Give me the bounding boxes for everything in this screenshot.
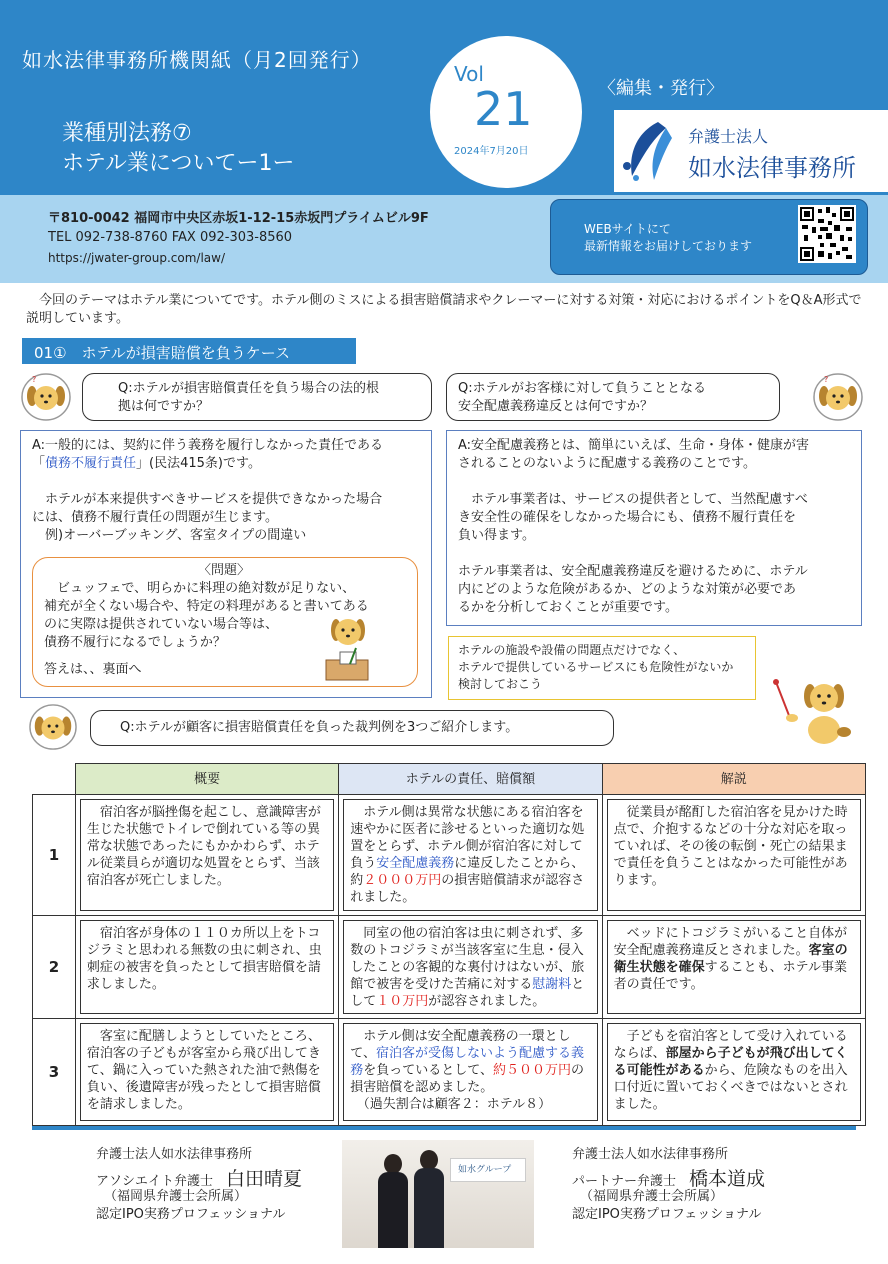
tip-line2: ホテルで提供しているサービスにも危険性がないか: [458, 660, 734, 674]
case-summary: 宿泊客が脳挫傷を起こし、意識障害が生じた状態でトイレで倒れている等の異常な状態であったにもかかわらず、ホテル従業員らが適切な処置をとらず、当該宿泊客が死亡しました。: [80, 799, 334, 911]
problem-title: 〈問題〉: [198, 563, 251, 578]
problem-answer-note: 答えは、、裏面へ: [44, 662, 142, 677]
case-liability-cell: [339, 795, 602, 916]
footer-left-firm: 弁護士法人如水法律事務所: [96, 1147, 253, 1162]
logo-text-line2: 如水法律事務所: [688, 154, 856, 182]
website-url[interactable]: https://jwater-group.com/law/: [48, 251, 225, 265]
tip-line3: 検討しておこう: [458, 677, 543, 691]
case-liability: ホテル側は異常な状態にある宿泊客を速やかに医者に診せるといった適切な処置をとらず、ホテル側が宿泊客に対して負う安全配慮義務に違反したことから、約２０００万円の損害賠償請求が認容されました。: [343, 799, 597, 911]
case-summary-cell: [75, 795, 338, 916]
postal-address: 〒810-0042 福岡市中央区赤坂1-12-15赤坂門プライムビル9F: [48, 211, 429, 226]
tip-line1: ホテルの施設や設備の問題点だけでなく、: [458, 643, 686, 657]
case-summary-cell: [75, 1019, 338, 1126]
problem-line3: のに実際は提供されていない場合等は、: [44, 617, 279, 632]
case-commentary-cell: [602, 916, 865, 1019]
case-commentary-cell: [602, 795, 865, 916]
section-heading: 01① ホテルが損害賠償を負うケース: [34, 344, 291, 362]
case-liability: 同室の他の宿泊客は虫に刺されず、多数のトコジラミが当該客室に生息・侵入したことの客観的な裏付けはないが、旅館で被害を受けた苦痛に対する慰謝料として１０万円が認容されました。: [343, 920, 597, 1014]
table-row: [33, 916, 866, 1019]
footer-right-role: パートナー弁護士 橋本道成: [572, 1168, 766, 1190]
dog-avatar-icon: [812, 372, 864, 422]
volume-label: Vol: [454, 62, 484, 86]
answer-line4: には、債務不履行責任の問題が生じます。: [32, 510, 278, 525]
case-commentary-cell: [602, 1019, 865, 1126]
answer-line4: き安全性の確保をしなかった場合にも、債務不履行責任を: [458, 510, 797, 525]
footer-left-cert: 認定IPO実務プロフェッショナル: [96, 1207, 286, 1222]
footer-right-assoc: （福岡県弁護士会所属）: [580, 1189, 724, 1204]
answer-line5: 負い得ます。: [458, 528, 535, 543]
website-info-line1: WEBサイトにて: [584, 222, 671, 236]
footer-right-cert: 認定IPO実務プロフェッショナル: [572, 1207, 762, 1222]
website-info-line2: 最新情報をお届けしております: [584, 239, 753, 253]
dog-pointer-icon: [770, 676, 860, 748]
lawyer-name: 白田晴夏: [226, 1168, 303, 1190]
answer-line3: ホテルが本来提供すべきサービスを提供できなかった場合: [32, 492, 383, 507]
case-number: 1: [33, 795, 76, 916]
footer-left-role: アソシエイト弁護士 白田晴夏: [96, 1168, 303, 1190]
case-summary: 客室に配膳しようとしていたところ、宿泊客の子どもが客室から飛び出してきて、鍋に入っていた熱された油で熱傷を負い、後遺障害が残ったとして損害賠償を請求しました。: [80, 1023, 334, 1121]
footer-divider: [32, 1126, 856, 1130]
lawyers-photo: [342, 1140, 534, 1248]
case-number: 2: [33, 916, 76, 1019]
newsletter-title: 如水法律事務所機関紙（月2回発行）: [22, 48, 372, 72]
table-header-liability: ホテルの責任、賠償額: [339, 764, 602, 795]
answer-example: 例)オーバーブッキング、客室タイプの間違い: [32, 528, 307, 543]
court-cases-table: [32, 763, 866, 1126]
svg-text:?: ?: [32, 375, 37, 384]
problem-line4: 債務不履行になるでしょうか？: [44, 635, 226, 650]
case-liability: ホテル側は安全配慮義務の一環として、宿泊客が受傷しないよう配慮する義務を負っているとして、約５００万円の損害賠償を認めました。 （過失割合は顧客２：ホテル８）: [343, 1023, 597, 1121]
problem-line1: ビュッフェで、明らかに料理の絶対数が足りない、: [44, 581, 356, 596]
dog-avatar-icon: [28, 703, 78, 751]
issue-subtitle-1: 業種別法務⑦: [62, 121, 192, 146]
case-commentary: ベッドにトコジラミがいること自体が安全配慮義務違反とされました。客室の衛生状態を確保することも、ホテル事業者の責任です。: [607, 920, 861, 1014]
svg-text:?: ?: [824, 375, 829, 384]
question-text: Q:ホテルが顧客に損害賠償責任を負った裁判例を3つご紹介します。: [120, 720, 519, 735]
editor-label: 〈編集・発行〉: [598, 78, 724, 99]
question-text-line1: Q:ホテルが損害賠償責任を負う場合の法的根: [118, 381, 379, 396]
dog-writing-icon: [322, 612, 372, 682]
case-number: 3: [33, 1019, 76, 1126]
question-text-line2: 安全配慮義務違反とは何ですか？: [458, 399, 654, 414]
table-header-commentary: 解説: [602, 764, 865, 795]
issue-date: 2024年7月20日: [454, 146, 529, 157]
answer-line8: るかを分析しておくことが重要です。: [458, 600, 678, 615]
answer-line6: ホテル事業者は、安全配慮義務違反を避けるために、ホテル: [458, 564, 808, 579]
case-summary-cell: [75, 916, 338, 1019]
issue-subtitle-2: ホテル業についてー1ー: [62, 151, 295, 176]
answer-line3: ホテル事業者は、サービスの提供者として、当然配慮すべ: [458, 492, 808, 507]
table-row: [33, 795, 866, 916]
table-header-row: [33, 764, 866, 795]
photo-sign-text: 如水グループ: [458, 1165, 512, 1175]
answer-line1: A:一般的には、契約に伴う義務を履行しなかった責任である: [32, 438, 384, 453]
term-contract-liability: 債務不履行責任: [45, 456, 137, 471]
case-commentary: 子どもを宿泊客として受け入れているならば、部屋から子どもが飛び出してくる可能性があるから、危険なものを出入口付近に置いておくべきではないとされました。: [607, 1023, 861, 1121]
dog-avatar-icon: [20, 372, 72, 422]
volume-number: 21: [474, 82, 533, 136]
intro-paragraph: 今回のテーマはホテル業についてです。ホテル側のミスによる損害賠償請求やクレーマーに対する対策・対応におけるポイントをQ＆A形式で説明しています。: [26, 293, 862, 326]
qr-code-icon[interactable]: [798, 205, 856, 263]
question-text-line2: 拠は何ですか？: [118, 399, 210, 414]
case-liability-cell: [339, 916, 602, 1019]
case-commentary: 従業員が酩酊した宿泊客を見かけた時点で、介抱するなどの十分な対応を取っていれば、その後の転倒・死亡の結果まで責任を負うことはなかった可能性があります。: [607, 799, 861, 911]
answer-line1: A:安全配慮義務とは、簡単にいえば、生命・身体・健康が害: [458, 438, 810, 453]
problem-line2: 補充が全くない場合や、特定の料理があると書いてある: [44, 599, 369, 614]
phone-fax: TEL 092-738-8760 FAX 092-303-8560: [48, 230, 293, 245]
logo-text-line1: 弁護士法人: [688, 127, 769, 146]
footer-right-firm: 弁護士法人如水法律事務所: [572, 1147, 729, 1162]
lawyer-name: 橋本道成: [689, 1168, 766, 1190]
answer-line2: 「債務不履行責任」(民法415条)です。: [32, 456, 261, 471]
table-header-corner: [33, 764, 76, 795]
question-text-line1: Q:ホテルがお客様に対して負うこととなる: [458, 381, 706, 396]
table-row: [33, 1019, 866, 1126]
footer-left-assoc: （福岡県弁護士会所属）: [104, 1189, 248, 1204]
answer-line2: されることのないように配慮する義務のことです。: [458, 456, 756, 471]
table-header-summary: 概要: [75, 764, 338, 795]
firm-logo-icon: [620, 118, 674, 184]
case-liability-cell: [339, 1019, 602, 1126]
answer-line7: 内にどのような危険があるか、どのような対策が必要であ: [458, 582, 797, 597]
case-summary: 宿泊客が身体の１１０カ所以上をトコジラミと思われる無数の虫に刺され、虫刺症の被害を負ったとして損害賠償を請求しました。: [80, 920, 334, 1014]
